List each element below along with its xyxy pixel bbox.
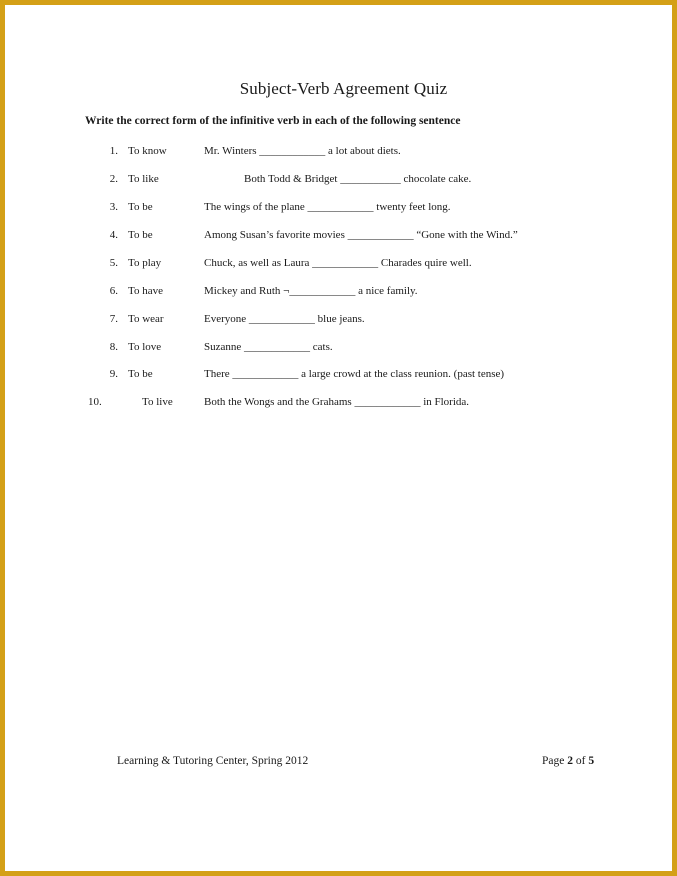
page-current: 2	[567, 755, 573, 767]
page-label: Page	[542, 755, 565, 767]
question-number: 3.	[109, 201, 118, 213]
question-number: 1.	[109, 145, 118, 157]
question-number: 5.	[109, 257, 118, 269]
page-total: 5	[588, 755, 595, 767]
footer-source: Learning & Tutoring Center, Spring 2012	[117, 755, 309, 767]
page-title: Subject-Verb Agreement Quiz	[239, 79, 448, 98]
question-number: 8.	[109, 341, 118, 353]
question-sentence: Mickey and Ruth ¬____________ a nice family.	[204, 285, 418, 297]
question-number: 9.	[109, 368, 118, 380]
question-sentence: The wings of the plane ____________ twenty feet long.	[204, 201, 451, 213]
instructions: Write the correct form of the infinitive verb in each of the following sentence	[85, 115, 461, 127]
question-verb: To have	[128, 285, 163, 297]
question-sentence: Suzanne ____________ cats.	[204, 341, 333, 353]
question-verb: To know	[128, 145, 167, 157]
question-sentence: Chuck, as well as Laura ____________ Charades quire well.	[204, 257, 472, 269]
question-sentence: Everyone ____________ blue jeans.	[204, 313, 365, 325]
question-verb: To wear	[128, 313, 164, 325]
question-verb: To play	[128, 257, 162, 269]
question-sentence: Among Susan’s favorite movies ____________ “Gone with the Wind.”	[204, 229, 518, 241]
question-number: 6.	[109, 285, 118, 297]
page-number	[542, 755, 594, 767]
page-of: of	[575, 755, 586, 767]
question-verb: To be	[128, 229, 153, 241]
question-verb: To be	[128, 201, 153, 213]
question-number: 7.	[109, 313, 118, 325]
question-sentence: Both the Wongs and the Grahams ____________ in Florida.	[204, 396, 470, 408]
question-sentence: Both Todd & Bridget ___________ chocolate cake.	[244, 173, 472, 185]
question-verb: To like	[128, 173, 159, 185]
question-verb: To love	[128, 341, 162, 353]
question-number: 2.	[109, 173, 118, 185]
question-sentence: Mr. Winters ____________ a lot about diets.	[204, 145, 401, 157]
question-sentence: There ____________ a large crowd at the class reunion. (past tense)	[204, 368, 505, 380]
question-number: 4.	[109, 229, 118, 241]
question-verb: To live	[142, 396, 173, 408]
question-number: 10.	[88, 396, 102, 408]
question-verb: To be	[128, 368, 153, 380]
